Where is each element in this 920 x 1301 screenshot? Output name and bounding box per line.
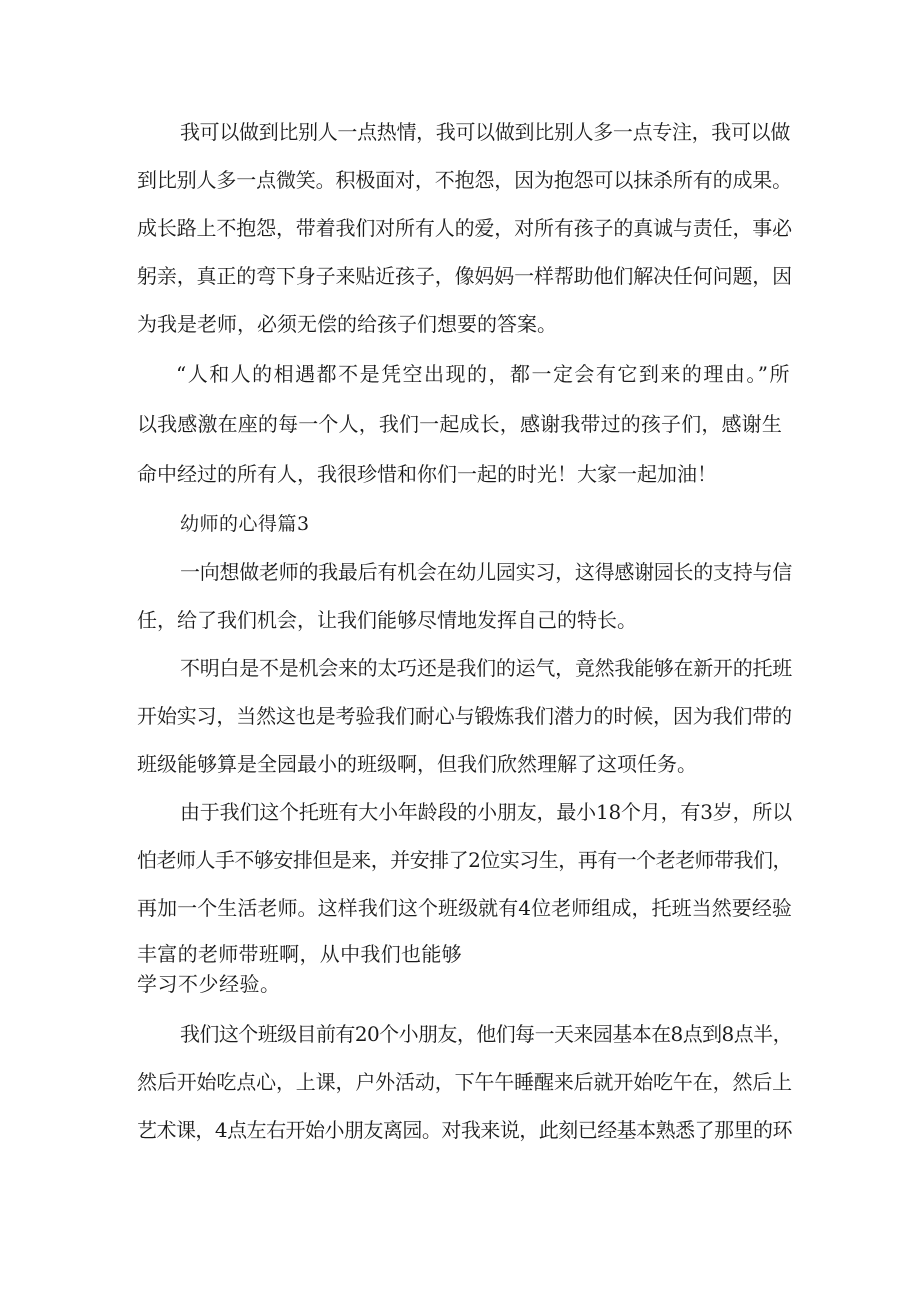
text-line: 一向想做老师的我最后有机会在幼儿园实习，这得感谢园长的支持与信 [180,560,792,584]
text-line: 命中经过的所有人，我很珍惜和你们一起的时光！大家一起加油！ [137,462,717,486]
text-line: 不明白是不是机会来的太巧还是我们的运气，竟然我能够在新开的托班 [180,656,792,680]
text-line: 到比别人多一点微笑。积极面对，不抱怨，因为抱怨可以抹杀所有的成果。 [137,168,792,192]
text-line: “人和人的相遇都不是凭空出现的，都一定会有它到来的理由。”所 [176,362,791,386]
text-line: 再加一个生活老师。这样我们这个班级就有4位老师组成，托班当然要经验 [137,896,792,920]
text-line: 丰富的老师带班啊，从中我们也能够 [137,942,462,966]
text-line: 以我感激在座的每一个人，我们一起成长，感谢我带过的孩子们，感谢生 [137,412,782,436]
text-line: 成长路上不抱怨，带着我们对所有人的爱，对所有孩子的真诚与责任，事必 [137,216,792,240]
text-line: 由于我们这个托班有大小年龄段的小朋友，最小18个月，有3岁，所以 [180,800,792,824]
text-line: 躬亲，真正的弯下身子来贴近孩子，像妈妈一样帮助他们解决任何问题，因 [137,264,792,288]
text-line: 怕老师人手不够安排但是来，并安排了2位实习生，再有一个老老师带我们， [137,848,792,872]
text-line: 任，给了我们机会，让我们能够尽情地发挥自己的特长。 [137,608,637,632]
text-line: 艺术课，4点左右开始小朋友离园。对我来说，此刻已经基本熟悉了那里的环 [137,1118,792,1142]
text-line: 学习不少经验。 [137,972,281,996]
text-line: 为我是老师，必须无偿的给孩子们想要的答案。 [137,312,557,336]
text-line: 我们这个班级目前有20个小朋友，他们每一天来园基本在8点到8点半， [180,1022,792,1046]
text-line: 我可以做到比别人一点热情，我可以做到比别人多一点专注，我可以做 [180,120,790,144]
text-line: 开始实习，当然这也是考验我们耐心与锻炼我们潜力的时候，因为我们带的 [137,704,792,728]
section-heading: 幼师的心得篇3 [180,513,310,535]
text-line: 班级能够算是全园最小的班级啊，但我们欣然理解了这项任务。 [137,752,697,776]
text-line: 然后开始吃点心，上课，户外活动，下午午睡醒来后就开始吃午在，然后上 [137,1070,792,1094]
